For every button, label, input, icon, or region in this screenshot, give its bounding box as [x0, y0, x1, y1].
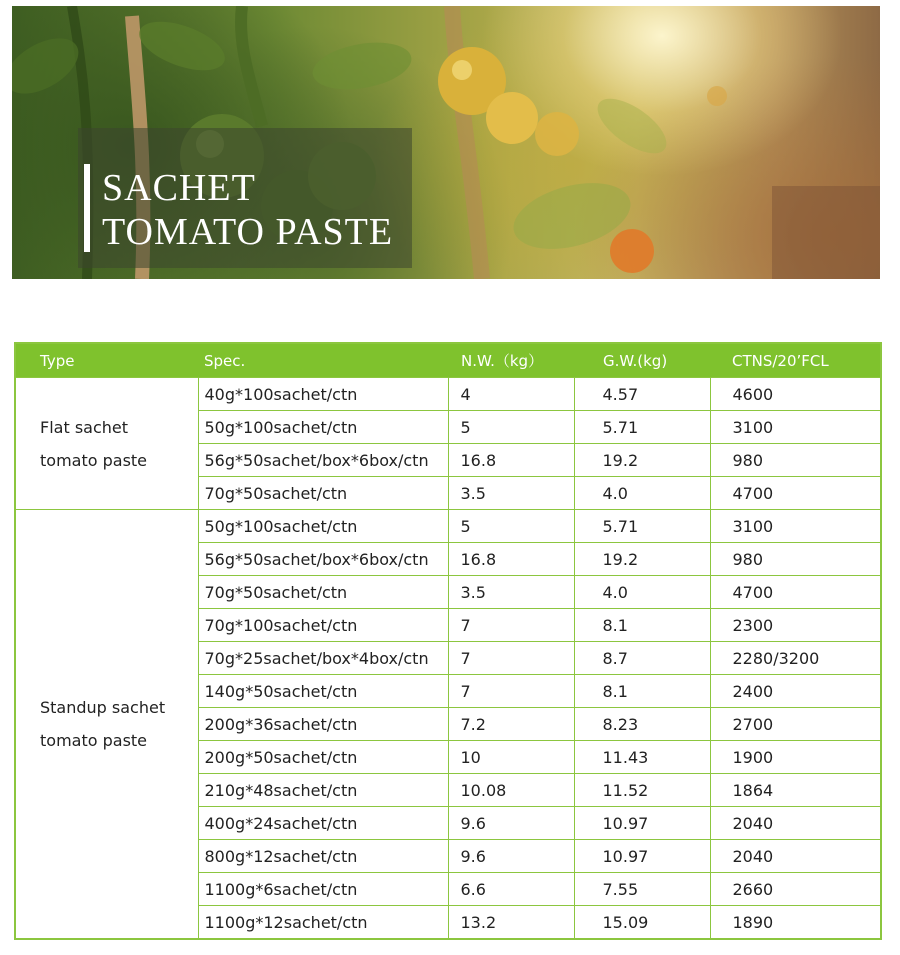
- table-row: [15, 510, 881, 543]
- cartons-cell: 4700: [710, 477, 881, 510]
- gross-weight-cell: 15.09: [574, 906, 710, 940]
- cartons-cell: 2280/3200: [710, 642, 881, 675]
- type-label-line-1: Flat sachet: [40, 417, 129, 437]
- cartons-cell: 2400: [710, 675, 881, 708]
- net-weight-cell: 5: [448, 411, 574, 444]
- header-type: Type: [15, 343, 198, 378]
- hero-banner: [12, 6, 880, 279]
- net-weight-cell: 10: [448, 741, 574, 774]
- page-title-line-2: TOMATO PASTE: [102, 211, 394, 253]
- page-title: [102, 166, 393, 254]
- spec-cell: 70g*100sachet/ctn: [198, 609, 448, 642]
- cartons-cell: 980: [710, 543, 881, 576]
- gross-weight-cell: 4.0: [574, 576, 710, 609]
- gross-weight-cell: 7.55: [574, 873, 710, 906]
- type-cell: [15, 510, 198, 940]
- spec-cell: 1100g*12sachet/ctn: [198, 906, 448, 940]
- gross-weight-cell: 4.0: [574, 477, 710, 510]
- gross-weight-cell: 10.97: [574, 807, 710, 840]
- page-title-line-1: SACHET: [102, 167, 256, 209]
- spec-cell: 56g*50sachet/box*6box/ctn: [198, 444, 448, 477]
- cartons-cell: 2040: [710, 807, 881, 840]
- gross-weight-cell: 10.97: [574, 840, 710, 873]
- net-weight-cell: 5: [448, 510, 574, 543]
- type-label-line-2: tomato paste: [40, 450, 148, 470]
- gross-weight-cell: 4.57: [574, 378, 710, 411]
- gross-weight-cell: 8.1: [574, 675, 710, 708]
- net-weight-cell: 6.6: [448, 873, 574, 906]
- cartons-cell: 2300: [710, 609, 881, 642]
- type-cell: [15, 378, 198, 510]
- cartons-cell: 1890: [710, 906, 881, 940]
- gross-weight-cell: 11.43: [574, 741, 710, 774]
- net-weight-cell: 9.6: [448, 840, 574, 873]
- header-spec: Spec.: [198, 343, 448, 378]
- type-label-line-1: Standup sachet: [40, 698, 166, 717]
- gross-weight-cell: 19.2: [574, 444, 710, 477]
- net-weight-cell: 7: [448, 609, 574, 642]
- spec-cell: 70g*50sachet/ctn: [198, 477, 448, 510]
- net-weight-cell: 10.08: [448, 774, 574, 807]
- cartons-cell: 2700: [710, 708, 881, 741]
- cartons-cell: 980: [710, 444, 881, 477]
- net-weight-cell: 16.8: [448, 444, 574, 477]
- gross-weight-cell: 8.23: [574, 708, 710, 741]
- spec-table: [14, 342, 882, 940]
- table-row: [15, 378, 881, 411]
- spec-cell: 1100g*6sachet/ctn: [198, 873, 448, 906]
- header-gross-weight: G.W.(kg): [574, 343, 710, 378]
- spec-cell: 50g*100sachet/ctn: [198, 510, 448, 543]
- net-weight-cell: 4: [448, 378, 574, 411]
- header-net-weight: N.W.（kg）: [448, 343, 574, 378]
- spec-cell: 200g*50sachet/ctn: [198, 741, 448, 774]
- spec-cell: 210g*48sachet/ctn: [198, 774, 448, 807]
- cartons-cell: 3100: [710, 411, 881, 444]
- cartons-cell: 1900: [710, 741, 881, 774]
- net-weight-cell: 9.6: [448, 807, 574, 840]
- spec-cell: 140g*50sachet/ctn: [198, 675, 448, 708]
- spec-cell: 70g*50sachet/ctn: [198, 576, 448, 609]
- spec-cell: 40g*100sachet/ctn: [198, 378, 448, 411]
- table-body: [15, 378, 881, 940]
- net-weight-cell: 3.5: [448, 576, 574, 609]
- table-header-row: [15, 343, 881, 378]
- spec-cell: 800g*12sachet/ctn: [198, 840, 448, 873]
- cartons-cell: 2660: [710, 873, 881, 906]
- net-weight-cell: 7: [448, 675, 574, 708]
- cartons-cell: 1864: [710, 774, 881, 807]
- cartons-cell: 4700: [710, 576, 881, 609]
- title-accent-bar: [84, 164, 90, 252]
- cartons-cell: 2040: [710, 840, 881, 873]
- gross-weight-cell: 5.71: [574, 510, 710, 543]
- spec-cell: 400g*24sachet/ctn: [198, 807, 448, 840]
- type-label-line-2: tomato paste: [40, 731, 148, 750]
- gross-weight-cell: 8.1: [574, 609, 710, 642]
- net-weight-cell: 16.8: [448, 543, 574, 576]
- net-weight-cell: 3.5: [448, 477, 574, 510]
- gross-weight-cell: 19.2: [574, 543, 710, 576]
- net-weight-cell: 7: [448, 642, 574, 675]
- cartons-cell: 4600: [710, 378, 881, 411]
- gross-weight-cell: 5.71: [574, 411, 710, 444]
- spec-cell: 200g*36sachet/ctn: [198, 708, 448, 741]
- net-weight-cell: 7.2: [448, 708, 574, 741]
- gross-weight-cell: 11.52: [574, 774, 710, 807]
- cartons-cell: 3100: [710, 510, 881, 543]
- header-cartons-per-container: CTNS/20’FCL: [710, 343, 881, 378]
- gross-weight-cell: 8.7: [574, 642, 710, 675]
- spec-cell: 50g*100sachet/ctn: [198, 411, 448, 444]
- net-weight-cell: 13.2: [448, 906, 574, 940]
- spec-cell: 70g*25sachet/box*4box/ctn: [198, 642, 448, 675]
- spec-cell: 56g*50sachet/box*6box/ctn: [198, 543, 448, 576]
